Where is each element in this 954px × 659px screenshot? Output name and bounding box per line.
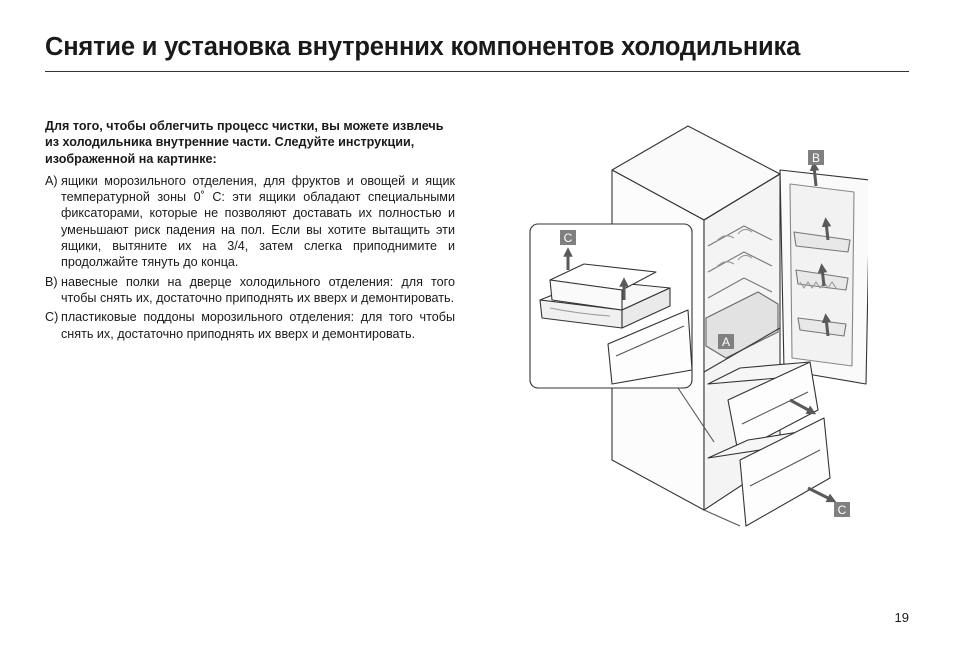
label-c-drawer-text: C [837, 503, 847, 517]
item-text: ящики морозильного отделения, для фруктов и овощей и ящик температурной зоны 0˚ С: эти ящики обладают специальными фиксаторами, которые не позволяют доставать их полностью и уменьшают риск падения на пол. Если вы хотите вытащить эти ящики, вытяните их на 3/4, затем слегка приподнимите и продолжайте тянуть до конца. [61, 173, 455, 270]
label-b-text: B [811, 151, 821, 165]
instruction-item-a [45, 173, 455, 271]
page-number: 19 [894, 610, 909, 625]
item-text: пластиковые поддоны морозильного отделения: для того чтобы снять их, достаточно приподнять их вверх и демонтировать. [61, 310, 455, 341]
refrigerator-illustration [528, 122, 868, 532]
label-b [808, 150, 824, 165]
item-text: навесные полки на дверце холодильного отделения: для того чтобы снять их, достаточно приподнять их вверх и демонтировать. [61, 274, 455, 305]
label-a-text: A [721, 335, 731, 349]
label-c-drawer [834, 502, 850, 517]
label-a [718, 334, 734, 349]
instructions [45, 118, 455, 345]
page-title: Снятие и установка внутренних компонентов холодильника [45, 33, 801, 61]
label-c-inset-text: C [563, 231, 573, 245]
item-marker: B) [45, 274, 58, 289]
instruction-item-c [45, 309, 455, 342]
label-c-inset [560, 230, 576, 245]
item-marker: A) [45, 173, 58, 188]
title-divider [45, 71, 909, 72]
instruction-item-b [45, 274, 455, 307]
item-marker: C) [45, 310, 59, 325]
intro-paragraph: Для того, чтобы облегчить процесс чистки, вы можете извлечь из холодильника внутренние части. Следуйте инструкции, изображенной на картинке: [45, 119, 444, 166]
